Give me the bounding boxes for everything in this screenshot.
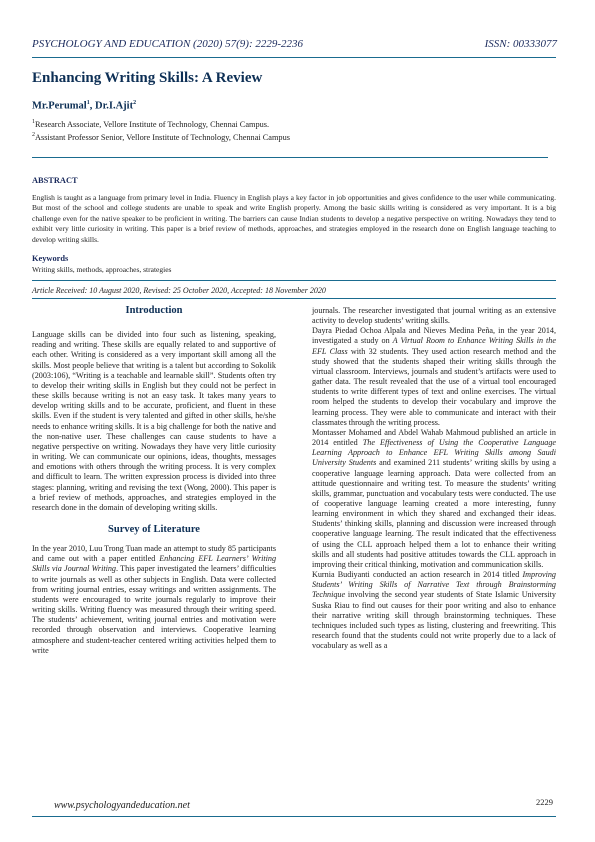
paragraph-text: . This paper investigated the learners’ difficulties to write journals as well as other subjects in English. Data were collected from writing journal entries, essay writings and written assignments. The students were encouraged to write journals regularly to improve their writing skills. Writing fluency was measured through their writing speed. The students’ achievement, writing journal entries and motivation were recorded through observation and interviews. Cooperative learning atmosphere and student-teacher centered writing activities helped them to write — [32, 564, 276, 655]
affiliation-superscript: 1 — [32, 119, 35, 125]
cited-title: Improving Students’ Writing Skills of Narrative Text through Brainstorming Technique — [312, 570, 556, 600]
keywords-heading: Keywords — [32, 254, 69, 263]
cited-title: Enhancing EFL Learners’ Writing Skills via Journal Writing — [32, 554, 277, 574]
section-rule — [32, 280, 556, 281]
header-rule — [32, 57, 556, 58]
paper-title: Enhancing Writing Skills: A Review — [32, 70, 263, 86]
affiliation-text: Assistant Professor Senior, Vellore Institute of Technology, Chennai Campus — [35, 132, 290, 142]
paragraph-text: involving the second year students of State Islamic University Suska Riau to find out causes for their poor writing and also to enhance their narrative writing skill through brainstorming techniques. These techniques included such types as listing, clustering and freewriting. This research found that the students could not write properly due to a lack of vocabulary as well as a — [312, 590, 556, 651]
survey-paragraph — [32, 544, 276, 656]
paragraph-text: In the year 2010, Luu Trong Tuan made an attempt to study 85 participants and came out with a paper entitled — [32, 544, 276, 564]
section-rule — [32, 157, 548, 158]
introduction-heading: Introduction — [125, 305, 183, 316]
journal-header: PSYCHOLOGY AND EDUCATION (2020) 57(9): 2229-2236 — [32, 38, 304, 50]
cited-title: The Effectiveness of Using the Cooperative Language Learning Approach to Enhance EFL Writing Skills among Saudi University Students — [312, 438, 556, 468]
footer-rule — [32, 816, 556, 817]
article-dates: Article Received: 10 August 2020, Revised: 25 October 2020, Accepted: 18 November 2020 — [32, 286, 326, 295]
author-superscript: 1 — [86, 100, 90, 106]
section-rule — [32, 298, 556, 299]
page-number: 2229 — [536, 797, 553, 807]
abstract-heading: ABSTRACT — [32, 176, 78, 185]
author-name: Dr.I.Ajit — [94, 100, 134, 112]
author-separator: , — [89, 100, 95, 112]
paragraph-text: Montasser Mohamed and Abdel Wahab Mahmoud published an article in 2014 entitled — [312, 427, 556, 448]
abstract-text: English is taught as a language from primary level in India. Fluency in English plays a key factor in job opportunities and gives confidence to the user while communicating. But most of the school and college students are unable to speak and write English properly. Among the basic skills writing is considered as very important. It is a big challenge even for the native speaker to be proficient in writing. The barriers can cause Indian students to develop a negative perspective on writing. Nowadays they tend to exhibit very little curiosity in writing. This paper is a brief review of methods, approaches, and strategies employed in the research done on English language teaching to develop writing skills. — [32, 193, 556, 244]
affiliation-text: Research Associate, Vellore Institute of Technology, Chennai Campus. — [35, 119, 270, 129]
paragraph-text: Dayra Piedad Ochoa Alpala and Nieves Medina Peña, in the year 2014, investigated a study on — [312, 326, 556, 346]
author-list — [32, 100, 136, 112]
affiliation — [32, 132, 290, 142]
cited-title: A Virtual Room to Enhance Writing Skills in the EFL Class — [312, 336, 556, 356]
author-superscript: 2 — [133, 100, 137, 106]
left-column — [32, 306, 276, 656]
author-name: Mr.Perumal — [32, 100, 87, 112]
introduction-paragraph: Language skills can be divided into four such as listening, speaking, reading and writing. These skills are equally related to and supportive of each other. Writing is considered as a very important skill among all the skills. Most people believe that writing is a talent but according to Sokolik (2003:106), “Writing is a teachable and learnable skill”. Students often try to develop their writing skills in English but they could not be perfect in these skills because writing is not an easy task. It takes many years to develop writing skills and to be accurate, proficient, and fluent in these skills. Even if the student is very talented and gifted in other skills, he/she needs to enhance writing skills. It is a big challenge for both the native and the non-native user. These challenges can cause students to have a negative perspective on writing. Nowadays they have very little curiosity in writing. We can communicate our opinions, ideas, thoughts, messages and emotions with others through the writing process. It is very complex and difficult to learn. The written expression process is divided into three stages: planning, writing and revising the text (Wong, 2000). This paper is a brief review of methods, approaches, and strategies employed in the research done in the domain of developing writing skills. — [32, 330, 276, 512]
paragraph-text: Kurnia Budiyanti conducted an action research in 2014 titled — [312, 570, 523, 580]
affiliation-superscript: 2 — [32, 132, 35, 138]
footer-url-link[interactable]: www.psychologyandeducation.net — [54, 800, 190, 811]
paragraph-text: with 32 students. They used action research method and the study showed that the students shaped their writing skills through the virtual classroom. Interviews, journals and student’s artifacts were used to gather data. The result revealed that the use of a virtual tool encouraged students to write different types of text and online exercises. The virtual room helped the students to develop their vocabulary and improve the learning process. They were able to communicate and interact with their classmates through the writing process. — [312, 346, 556, 427]
survey-heading: Survey of Literature — [108, 523, 200, 535]
survey-paragraph — [312, 570, 556, 651]
survey-paragraph — [312, 428, 556, 570]
survey-paragraph — [312, 326, 556, 428]
affiliation — [32, 119, 269, 129]
survey-paragraph: journals. The researcher investigated that journal writing as an extensive activity to develop students’ writing skills. — [312, 306, 556, 326]
issn-label: ISSN: 00333077 — [484, 38, 557, 50]
right-column — [312, 306, 556, 651]
paragraph-text: and examined 211 students’ writing skills by using a cooperative language learning approach. Data were collected from an attitude questionnaire and writing test. To measure the students’ writing skills, grammar, punctuation and vocabulary tests were conducted. The use of cooperative language learning created a more interesting, funny learning environment in which they shared and exchanged their ideas. Students’ thinking skills, planning and discussion were increased through cooperative language learning. The result indicated that the effectiveness of using the CLL approach helped them a lot to enhance their writing skills and all students had positive attitudes towards the CLL approach in improving their critical thinking, motivation and communication skills. — [312, 458, 556, 569]
keywords-text: Writing skills, methods, approaches, strategies — [32, 265, 172, 274]
